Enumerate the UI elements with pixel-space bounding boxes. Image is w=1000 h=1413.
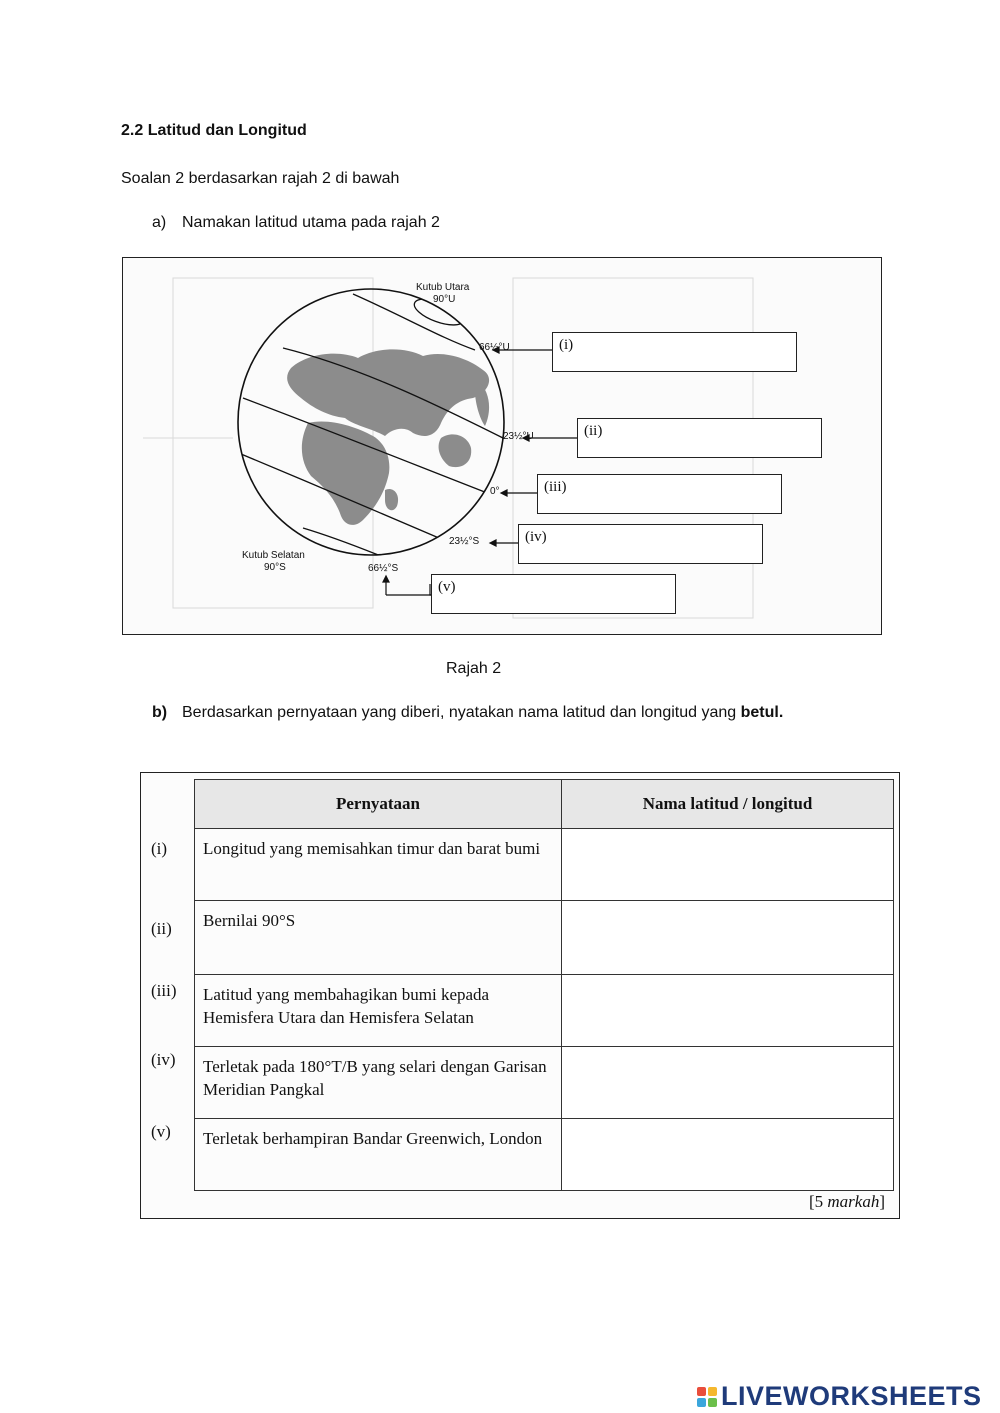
statement-i: Longitud yang memisahkan timur dan barat bumi [195,829,562,901]
globe-figure [122,257,882,635]
section-title: 2.2 Latitud dan Longitud [121,122,307,139]
table-row [195,1119,894,1191]
latitude-23s-label: 23½°S [449,536,480,547]
table-row [195,1047,894,1119]
arrow-iv-head [490,540,496,546]
row-label-iv: (iv) [151,1050,176,1069]
answer-cell-ii[interactable] [562,901,894,975]
marks-prefix: [5 [808,1192,828,1211]
marks-label [809,1192,885,1212]
question-b-text: Berdasarkan pernyataan yang diberi, nyatakan nama latitud dan longitud yang [182,704,741,721]
latitude-0-label: 0° [490,486,500,497]
land-madagascar [385,489,398,510]
figure-caption: Rajah 2 [446,660,502,677]
brand-text: LIVEWORKSHEETS [721,1381,982,1411]
question-a-text: Namakan latitud utama pada rajah 2 [182,214,440,231]
marks-word: markah [827,1192,880,1211]
logo-square [697,1398,706,1407]
intro-text: Soalan 2 berdasarkan rajah 2 di bawah [121,170,400,187]
table-row [195,975,894,1047]
logo-square [708,1398,717,1407]
logo-square [708,1387,717,1396]
answer-box-label: (iii) [544,479,567,495]
statement-iii: Latitud yang membahagikan bumi kepada Hemisfera Utara dan Hemisfera Selatan [195,975,562,1047]
answer-cell-i[interactable] [562,829,894,901]
latitude-66n-label: 66½°U [479,342,510,353]
marks-suffix: ] [879,1192,885,1211]
row-label-iii: (iii) [151,981,177,1000]
latitude-66s-label: 66½°S [368,563,399,574]
table-row [195,829,894,901]
arctic-circle-line [353,294,475,350]
arrow-v-head [383,576,389,582]
answer-box-ii[interactable] [577,418,822,458]
south-pole-label: Kutub Selatan [242,550,305,561]
question-b-emphasis: betul. [740,704,784,721]
statement-table-frame [140,772,900,1219]
statement-table [194,779,894,1191]
table-header-row [195,780,894,829]
question-a [152,214,440,232]
brand-logo-icon [697,1387,717,1407]
answer-box-iii[interactable] [537,474,782,514]
answer-box-label: (v) [438,579,456,595]
answer-box-label: (ii) [584,423,603,439]
answer-cell-iv[interactable] [562,1047,894,1119]
logo-square [697,1387,706,1396]
answer-cell-iii[interactable] [562,975,894,1047]
header-statement: Pernyataan [195,780,562,829]
brand-logo [697,1381,982,1412]
answer-cell-v[interactable] [562,1119,894,1191]
answer-input-v[interactable] [562,1119,893,1190]
answer-input-iv[interactable] [562,1047,893,1118]
question-b [152,704,783,722]
question-a-label: a) [152,214,167,231]
land-arabia [439,434,472,467]
answer-box-i[interactable] [552,332,797,372]
table-row [195,901,894,975]
header-answer: Nama latitud / longitud [562,780,894,829]
answer-box-label: (iv) [525,529,547,545]
north-pole-degree: 90°U [433,294,456,305]
row-label-v: (v) [151,1122,171,1141]
answer-input-ii[interactable] [562,901,893,974]
question-b-label: b) [152,704,168,721]
south-pole-degree: 90°S [264,562,286,573]
answer-box-label: (i) [559,337,574,353]
answer-box-v[interactable] [431,574,676,614]
latitude-23n-label: 23½°U [503,431,534,442]
row-label-i: (i) [151,839,168,858]
statement-iv: Terletak pada 180°T/B yang selari dengan Garisan Meridian Pangkal [195,1047,562,1119]
row-label-ii: (ii) [151,919,172,938]
answer-input-i[interactable] [562,829,893,900]
north-pole-label: Kutub Utara [416,282,470,293]
answer-input-iii[interactable] [562,975,893,1046]
answer-box-iv[interactable] [518,524,763,564]
arrow-iii-head [501,490,507,496]
statement-v: Terletak berhampiran Bandar Greenwich, London [195,1119,562,1191]
statement-ii: Bernilai 90°S [195,901,562,975]
